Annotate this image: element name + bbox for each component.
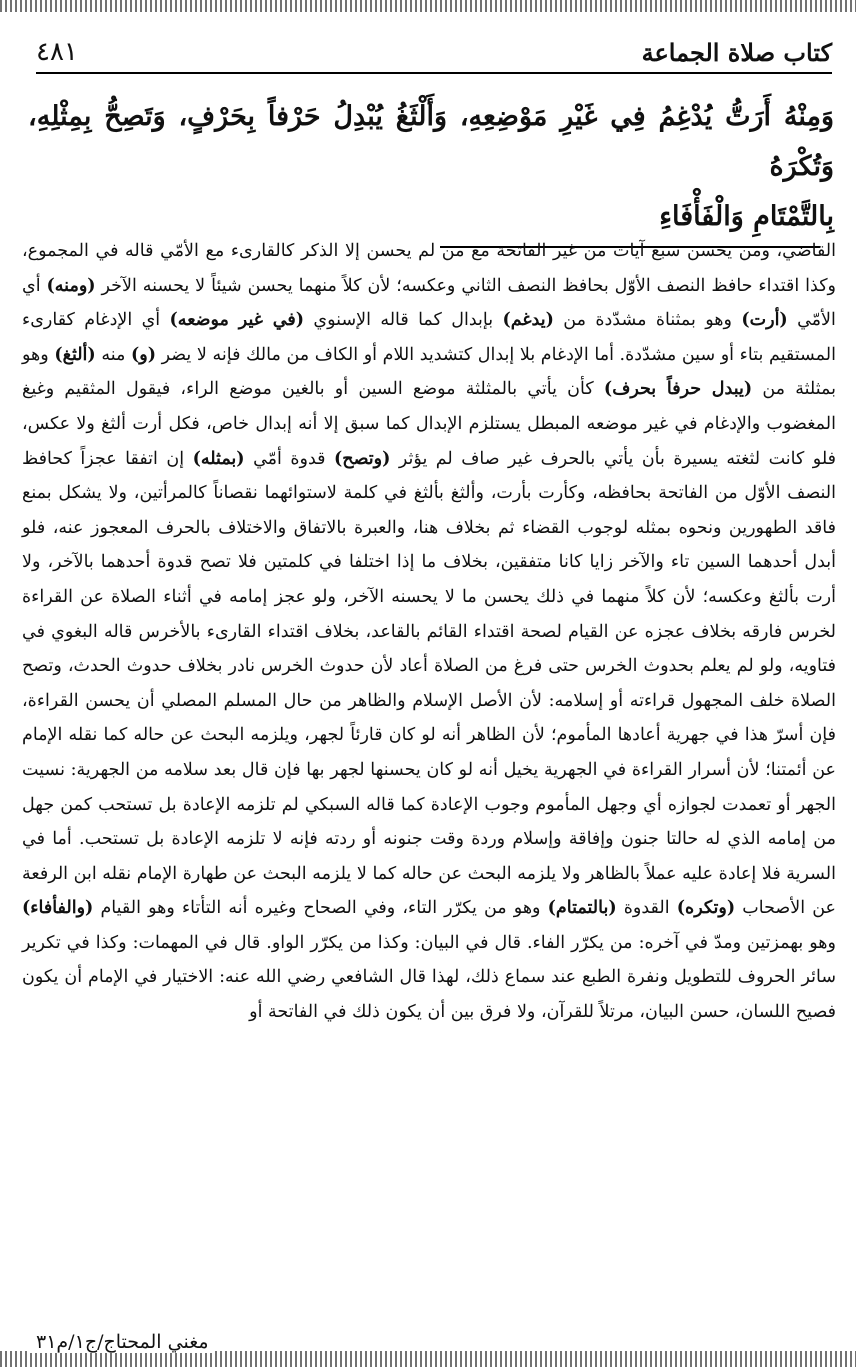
- quoted-matn: (بمثله): [192, 448, 245, 469]
- matn-line-1: وَمِنْهُ أَرَتُّ يُدْغِمُ فِي غَيْرِ مَوْضِعِهِ، وَأَلْثَغُ يُبْدِلُ حَرْفاً بِحَرْفٍ، وَتَصِحُّ بِمِثْلِهِ، وَتُكْرَهُ: [28, 101, 834, 182]
- printer-signature: مغني المحتاج/ج١/م٣١: [30, 1331, 215, 1353]
- commentary-span: منه: [101, 344, 126, 365]
- page-number: ٤٨١: [36, 37, 78, 67]
- commentary-span: أي الإدغام كقارىء المستقيم بتاء أو سين مشدّدة. أما الإدغام بلا إبدال كتشديد اللام أو الكاف من مالك فإنه لا يضر: [22, 310, 836, 365]
- commentary-span: القدوة: [623, 898, 670, 919]
- commentary-paragraph: [22, 234, 836, 1030]
- commentary-span: وهو من يكرّر التاء، وفي الصحاح وغيره أنه التأتاء وهو القيام: [100, 898, 541, 919]
- matn-line-2: بِالتَّمْتَامِ وَالْفَأْفَاءِ: [659, 201, 834, 232]
- commentary-span: كأن يأتي بالمثلثة موضع السين أو بالغين موضع الراء، فيقول المثقيم وغيغ المغضوب والإدغام في غير موضعه المبطل يستلزم الإبدال كما سبق إلا أنه إبدال خاص، فكل أرت ألثغ ولا عكس، فلو كانت لثغته يسيرة بأن يأتي بالحرف غير صاف لم يؤثر: [22, 379, 836, 469]
- quoted-matn: (بالتمتام): [547, 898, 617, 919]
- commentary-span: قدوة أمّي: [253, 448, 326, 469]
- quoted-matn: (وتصح): [334, 448, 391, 469]
- quoted-matn: (ألثغ): [54, 344, 96, 365]
- bottom-ornamental-border: [0, 1351, 856, 1367]
- commentary-text: [22, 234, 836, 1030]
- quoted-matn: (و): [130, 344, 156, 365]
- quoted-matn: (في غير موضعه): [169, 310, 305, 331]
- commentary-span: بإبدال كما قاله الإسنوي: [313, 310, 494, 331]
- top-ornamental-border: [0, 0, 856, 12]
- quoted-matn: (وتكره): [676, 898, 736, 919]
- commentary-span: إن اتفقا عجزاً كحافظ النصف الأوّل من الفاتحة بحافظه، وكأرت بأرت، وألثغ بألثغ في كلمة لاستوائهما نقصاناً كالمرأتين، ولا يشكل بمنع فاقد الطهورين ونحوه بمثله لوجوب القضاء ثم بخلاف هنا، والعبرة بالاتفاق والاختلاف بالحرف المعجوز عنه، فلو أبدل أحدهما السين تاء والآخر زايا كانا متفقين، بخلاف ما إذا اختلفا في كلمتين فلا تصح قدوة أحدهما بالآخر، ولا أرت بألثغ وعكسه؛ لأن كلاً منهما في ذلك يحسن ما لا يحسنه الآخر، ولو عجز إمامه في أثناء الصلاة عن القراءة لخرس فارقه بخلاف عجزه عن القيام لصحة اقتداء القائم بالقاعد، بخلاف اقتداء القارىء بالأخرس قاله البغوي في فتاويه، ولو لم يعلم بحدوث الخرس حتى فرغ من الصلاة أعاد لأن حدوث الخرس نادر بخلاف حدوث الحدث، وتصح الصلاة خلف المجهول قراءته أو إسلامه: لأن الأصل الإسلام والظاهر من حال المسلم المصلي أن يحسن القراءة، فإن أسرّ هذا في جهرية أعادها المأموم؛ لأن الظاهر أنه لو كان قارئاً لجهر، ويلزمه البحث عن حاله كما نقله الإمام عن أئمتنا؛ لأن أسرار القراءة في الجهرية يخيل أنه لو كان يحسنها لجهر بها فإن قال بعد سلامه من الجهرية: نسيت الجهر أو تعمدت لجوازه أي وجهل المأموم وجوب الإعادة كما قاله السبكي لم تلزمه الإعادة بل تستحب كمن جهل من إمامه الذي له حالتا جنون وإفاقة وإسلام وردة وقت جنونه أو ردته فإنه لا تلزمه الإعادة بل تستحب. أما في السرية فلا إعادة عليه عملاً بالظاهر ولا يلزمه البحث عن حاله كما لا يلزمه البحث عن طهارة الإمام نقله ابن الرفعة عن الأصحاب: [22, 448, 836, 919]
- page-header: [36, 32, 832, 74]
- quoted-matn: (ومنه): [46, 275, 96, 296]
- matn-text: [28, 92, 834, 242]
- commentary-span: القاضي، ومن يحسن سبع آيات من غير الفاتحة مع من لم يحسن إلا الذكر كالقارىء مع الأمّي قاله في المجموع، وكذا اقتداء حافظ النصف الأوّل بحافظ النصف الثاني وعكسه؛ لأن كلاً منهما يحسن شيئاً لا يحسنه الآخر: [22, 241, 836, 296]
- quoted-matn: (يبدل حرفاً بحرف): [603, 379, 753, 400]
- commentary-span: وهو بهمزتين ومدّ في آخره: من يكرّر الفاء. قال في البيان: وكذا من يكرّر الواو. قال في المهمات: وكذا في تكرير سائر الحروف للتطويل ونفرة الطبع عند سماع ذلك، لهذا قال الشافعي رضي الله عنه: الاختيار في الإمام أن يكون فصيح اللسان، حسن البيان، مرتلاً للقرآن، ولا فرق بين أن يكون ذلك في الفاتحة أو: [22, 932, 836, 1023]
- quoted-matn: (يدغم): [502, 310, 554, 331]
- quoted-matn: (والفأفاء): [22, 898, 94, 919]
- book-title: كتاب صلاة الجماعة: [641, 37, 832, 67]
- commentary-span: أي الأمّي: [22, 275, 836, 331]
- commentary-span: وهو بمثناة مشدّدة من: [563, 310, 732, 331]
- commentary-span: وهو بمثلثة من: [22, 344, 836, 400]
- quoted-matn: (أرت): [741, 310, 788, 331]
